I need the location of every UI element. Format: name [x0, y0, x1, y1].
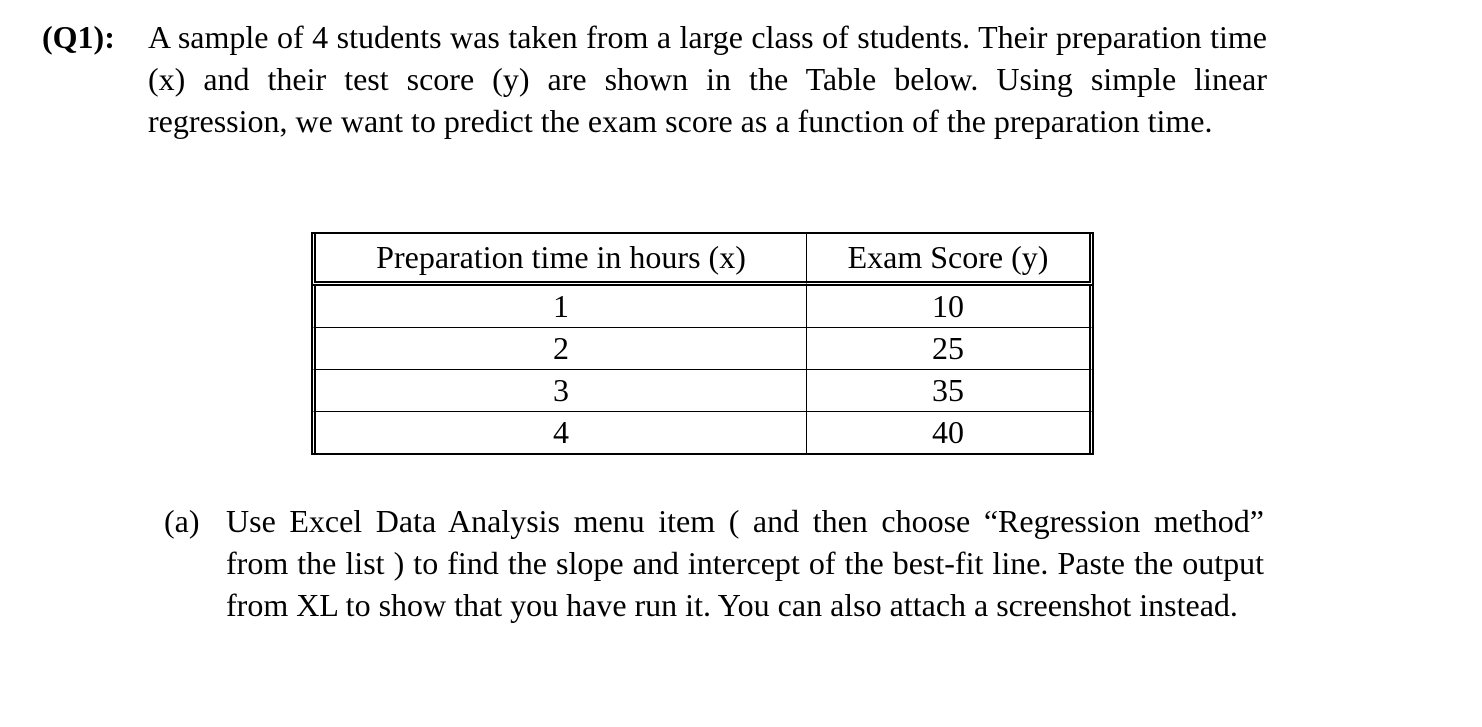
- cell-y: 10: [807, 286, 1094, 328]
- question-row: [42, 16, 1267, 142]
- cell-x: 2: [311, 328, 807, 370]
- cell-x: 3: [311, 370, 807, 412]
- table-row: [311, 328, 1094, 370]
- data-table-container: [311, 232, 1094, 455]
- part-a: [164, 500, 1264, 626]
- question-block: [42, 16, 1267, 142]
- cell-x: 1: [311, 286, 807, 328]
- cell-y: 25: [807, 328, 1094, 370]
- table-row: [311, 286, 1094, 328]
- header-exam-score: Exam Score (y): [807, 234, 1094, 286]
- header-preparation-time: Preparation time in hours (x): [311, 234, 807, 286]
- data-table: [311, 232, 1094, 455]
- cell-y: 35: [807, 370, 1094, 412]
- cell-y: 40: [807, 412, 1094, 453]
- table-header-row: [311, 234, 1094, 286]
- question-text: A sample of 4 students was taken from a large class of students. Their preparation time (x) and their test score (y) are shown in the Table below. Using simple linear regression, we want to predict the exam score as a function of the preparation time.: [148, 19, 1267, 139]
- part-a-label: (a): [164, 503, 200, 539]
- table-row: [311, 412, 1094, 453]
- part-a-text: Use Excel Data Analysis menu item ( and then choose “Regression method” from the list ) to find the slope and intercept of the best-fit line. Paste the output from XL to show that you have run it. You can also attach a screenshot instead.: [226, 503, 1264, 623]
- question-label: (Q1):: [42, 19, 115, 55]
- cell-x: 4: [311, 412, 807, 453]
- table-row: [311, 370, 1094, 412]
